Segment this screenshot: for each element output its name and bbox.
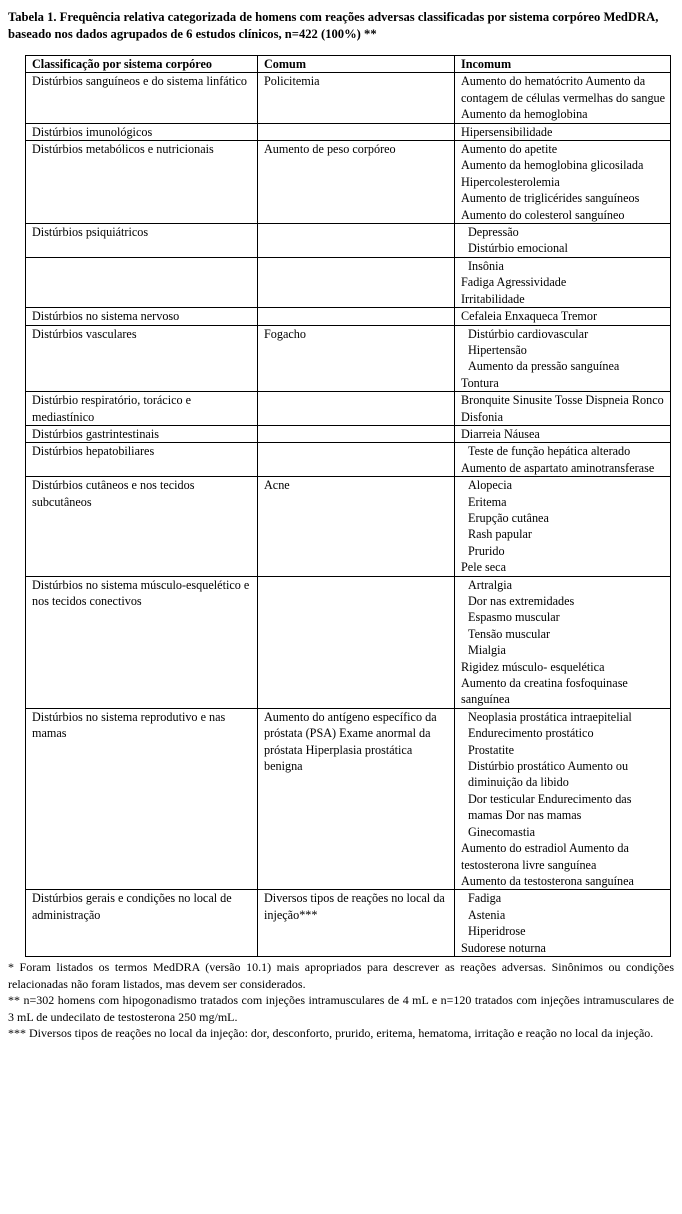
- uncommon-item: Dor nas extremidades: [468, 594, 575, 608]
- uncommon-item: Aumento do apetite: [461, 142, 558, 157]
- uncommon-cell: [455, 890, 671, 957]
- uncommon-item: Aumento de triglicérides sanguíneos: [461, 191, 640, 206]
- uncommon-cell: [455, 325, 671, 392]
- uncommon-item: Fadiga Agressividade: [461, 275, 567, 290]
- system-cell: [26, 257, 258, 307]
- table-row: [26, 576, 671, 708]
- footnotes: [8, 959, 674, 1042]
- table-body: [26, 73, 671, 957]
- table-row: [26, 890, 671, 957]
- uncommon-item: Distúrbio emocional: [468, 241, 568, 256]
- common-cell: Aumento de peso corpóreo: [258, 141, 455, 224]
- system-cell: Distúrbio respiratório, torácico e mediastínico: [26, 392, 258, 426]
- uncommon-item: Aumento da testosterona sanguínea: [461, 873, 634, 888]
- uncommon-item: Irritabilidade: [461, 291, 525, 306]
- system-cell: Distúrbios imunológicos: [26, 123, 258, 140]
- common-cell: [258, 425, 455, 442]
- uncommon-item: Neoplasia prostática intraepitelial: [468, 709, 632, 724]
- uncommon-cell: [455, 443, 671, 477]
- uncommon-item: Hipercolesterolemia: [461, 174, 560, 189]
- uncommon-item: Rash papular: [468, 527, 532, 542]
- uncommon-item: Bronquite Sinusite Tosse Dispneia Ronco Disfonia: [461, 393, 664, 424]
- common-cell: [258, 576, 455, 708]
- uncommon-item: Depressão: [468, 225, 519, 240]
- uncommon-item: Aumento do hematócrito Aumento da contagem de células vermelhas do sangue Aumento da hemoglobina: [461, 74, 666, 122]
- uncommon-item: Prostatite: [468, 742, 515, 757]
- uncommon-item: Rigidez músculo- esquelética: [461, 659, 605, 674]
- uncommon-item: Hiperidrose: [468, 924, 526, 939]
- uncommon-item: Tontura: [461, 375, 499, 390]
- uncommon-cell: [455, 73, 671, 123]
- table-row: [26, 443, 671, 477]
- uncommon-cell: [455, 425, 671, 442]
- common-cell: Policitemia: [258, 73, 455, 123]
- system-cell: Distúrbios no sistema nervoso: [26, 308, 258, 325]
- uncommon-item: Prurido: [468, 543, 505, 558]
- uncommon-item: Ginecomastia: [468, 824, 536, 839]
- common-cell: [258, 392, 455, 426]
- uncommon-item: Hipersensibilidade: [461, 124, 553, 139]
- table-row: [26, 425, 671, 442]
- uncommon-cell: [455, 257, 671, 307]
- uncommon-cell: [455, 708, 671, 889]
- uncommon-item: Erupção cutânea: [468, 510, 549, 525]
- system-cell: Distúrbios metabólicos e nutricionais: [26, 141, 258, 224]
- uncommon-item: Diarreia Náusea: [461, 426, 540, 441]
- uncommon-cell: [455, 576, 671, 708]
- table-row: [26, 477, 671, 576]
- header-system: Classificação por sistema corpóreo: [26, 56, 258, 73]
- system-cell: Distúrbios no sistema músculo-esquelético e nos tecidos conectivos: [26, 576, 258, 708]
- system-cell: Distúrbios cutâneos e nos tecidos subcutâneos: [26, 477, 258, 576]
- uncommon-cell: [455, 477, 671, 576]
- system-cell: Distúrbios sanguíneos e do sistema linfático: [26, 73, 258, 123]
- uncommon-item: Aumento de aspartato aminotransferase: [461, 460, 655, 475]
- table-row: [26, 141, 671, 224]
- uncommon-item: Sudorese noturna: [461, 940, 546, 955]
- common-cell: [258, 443, 455, 477]
- uncommon-cell: [455, 123, 671, 140]
- table-row: [26, 392, 671, 426]
- footnote: * Foram listados os termos MedDRA (versão 10.1) mais apropriados para descrever as reações adversas. Sinônimos ou condições relacionadas não foram listados, mas devem ser considerados.: [8, 959, 674, 991]
- uncommon-item: Distúrbio prostático Aumento ou diminuição da libido: [468, 759, 629, 790]
- system-cell: Distúrbios gastrintestinais: [26, 425, 258, 442]
- footnote: *** Diversos tipos de reações no local da injeção: dor, desconforto, prurido, eritema, hematoma, irritação e reação no local da injeção.: [8, 1026, 654, 1041]
- table-row: [26, 224, 671, 258]
- common-cell: Fogacho: [258, 325, 455, 392]
- system-cell: Distúrbios psiquiátricos: [26, 224, 258, 258]
- common-cell: Acne: [258, 477, 455, 576]
- uncommon-item: Artralgia: [468, 577, 512, 592]
- uncommon-item: Eritema: [468, 494, 507, 509]
- table-row: [26, 123, 671, 140]
- table-header-row: [26, 56, 671, 73]
- common-cell: [258, 257, 455, 307]
- uncommon-item: Alopecia: [468, 478, 512, 493]
- system-cell: Distúrbios hepatobiliares: [26, 443, 258, 477]
- uncommon-item: Endurecimento prostático: [468, 726, 594, 741]
- common-cell: [258, 224, 455, 258]
- uncommon-item: Cefaleia Enxaqueca Tremor: [461, 309, 598, 324]
- uncommon-item: Insônia: [468, 258, 504, 273]
- uncommon-item: Dor testicular Endurecimento das mamas Dor nas mamas: [468, 791, 632, 823]
- uncommon-item: Fadiga: [468, 891, 502, 906]
- table-row: [26, 325, 671, 392]
- uncommon-item: Pele seca: [461, 560, 507, 575]
- system-cell: Distúrbios gerais e condições no local de administração: [26, 890, 258, 957]
- uncommon-cell: [455, 141, 671, 224]
- uncommon-cell: [455, 224, 671, 258]
- common-cell: [258, 123, 455, 140]
- uncommon-item: Astenia: [468, 907, 506, 922]
- uncommon-item: Espasmo muscular: [468, 610, 560, 625]
- table-row: [26, 308, 671, 325]
- uncommon-item: Teste de função hepática alterado: [468, 444, 631, 459]
- uncommon-item: Distúrbio cardiovascular: [468, 326, 589, 341]
- footnote: ** n=302 homens com hipogonadismo tratados com injeções intramusculares de 4 mL e n=120 tratados com injeções intramusculares de 3 mL de undecilato de testosterona 250 mg/mL.: [8, 993, 674, 1024]
- uncommon-item: Tensão muscular: [468, 626, 551, 641]
- uncommon-item: Mialgia: [468, 643, 506, 658]
- table-row: [26, 73, 671, 123]
- system-cell: Distúrbios no sistema reprodutivo e nas mamas: [26, 708, 258, 889]
- table-row: [26, 708, 671, 889]
- uncommon-item: Aumento da creatina fosfoquinase sanguínea: [461, 676, 628, 707]
- uncommon-cell: [455, 392, 671, 426]
- system-cell: Distúrbios vasculares: [26, 325, 258, 392]
- uncommon-item: Aumento da pressão sanguínea: [468, 359, 620, 374]
- uncommon-item: Aumento do estradiol Aumento da testosterona livre sanguínea: [461, 841, 629, 872]
- uncommon-item: Aumento da hemoglobina glicosilada: [461, 158, 644, 173]
- adverse-reactions-table: [25, 55, 671, 957]
- table-title: Tabela 1. Frequência relativa categorizada de homens com reações adversas classificadas por sistema corpóreo MedDRA, baseado nos dados agrupados de 6 estudos clínicos, n=422 (100%) **: [8, 10, 659, 41]
- header-uncommon: Incomum: [455, 56, 671, 73]
- common-cell: [258, 308, 455, 325]
- common-cell: Diversos tipos de reações no local da injeção***: [258, 890, 455, 957]
- common-cell: Aumento do antígeno específico da próstata (PSA) Exame anormal da próstata Hiperplasia prostática benigna: [258, 708, 455, 889]
- header-common: Comum: [258, 56, 455, 73]
- uncommon-cell: [455, 308, 671, 325]
- uncommon-item: Aumento do colesterol sanguíneo: [461, 207, 625, 222]
- table-row: [26, 257, 671, 307]
- uncommon-item: Hipertensão: [468, 342, 527, 357]
